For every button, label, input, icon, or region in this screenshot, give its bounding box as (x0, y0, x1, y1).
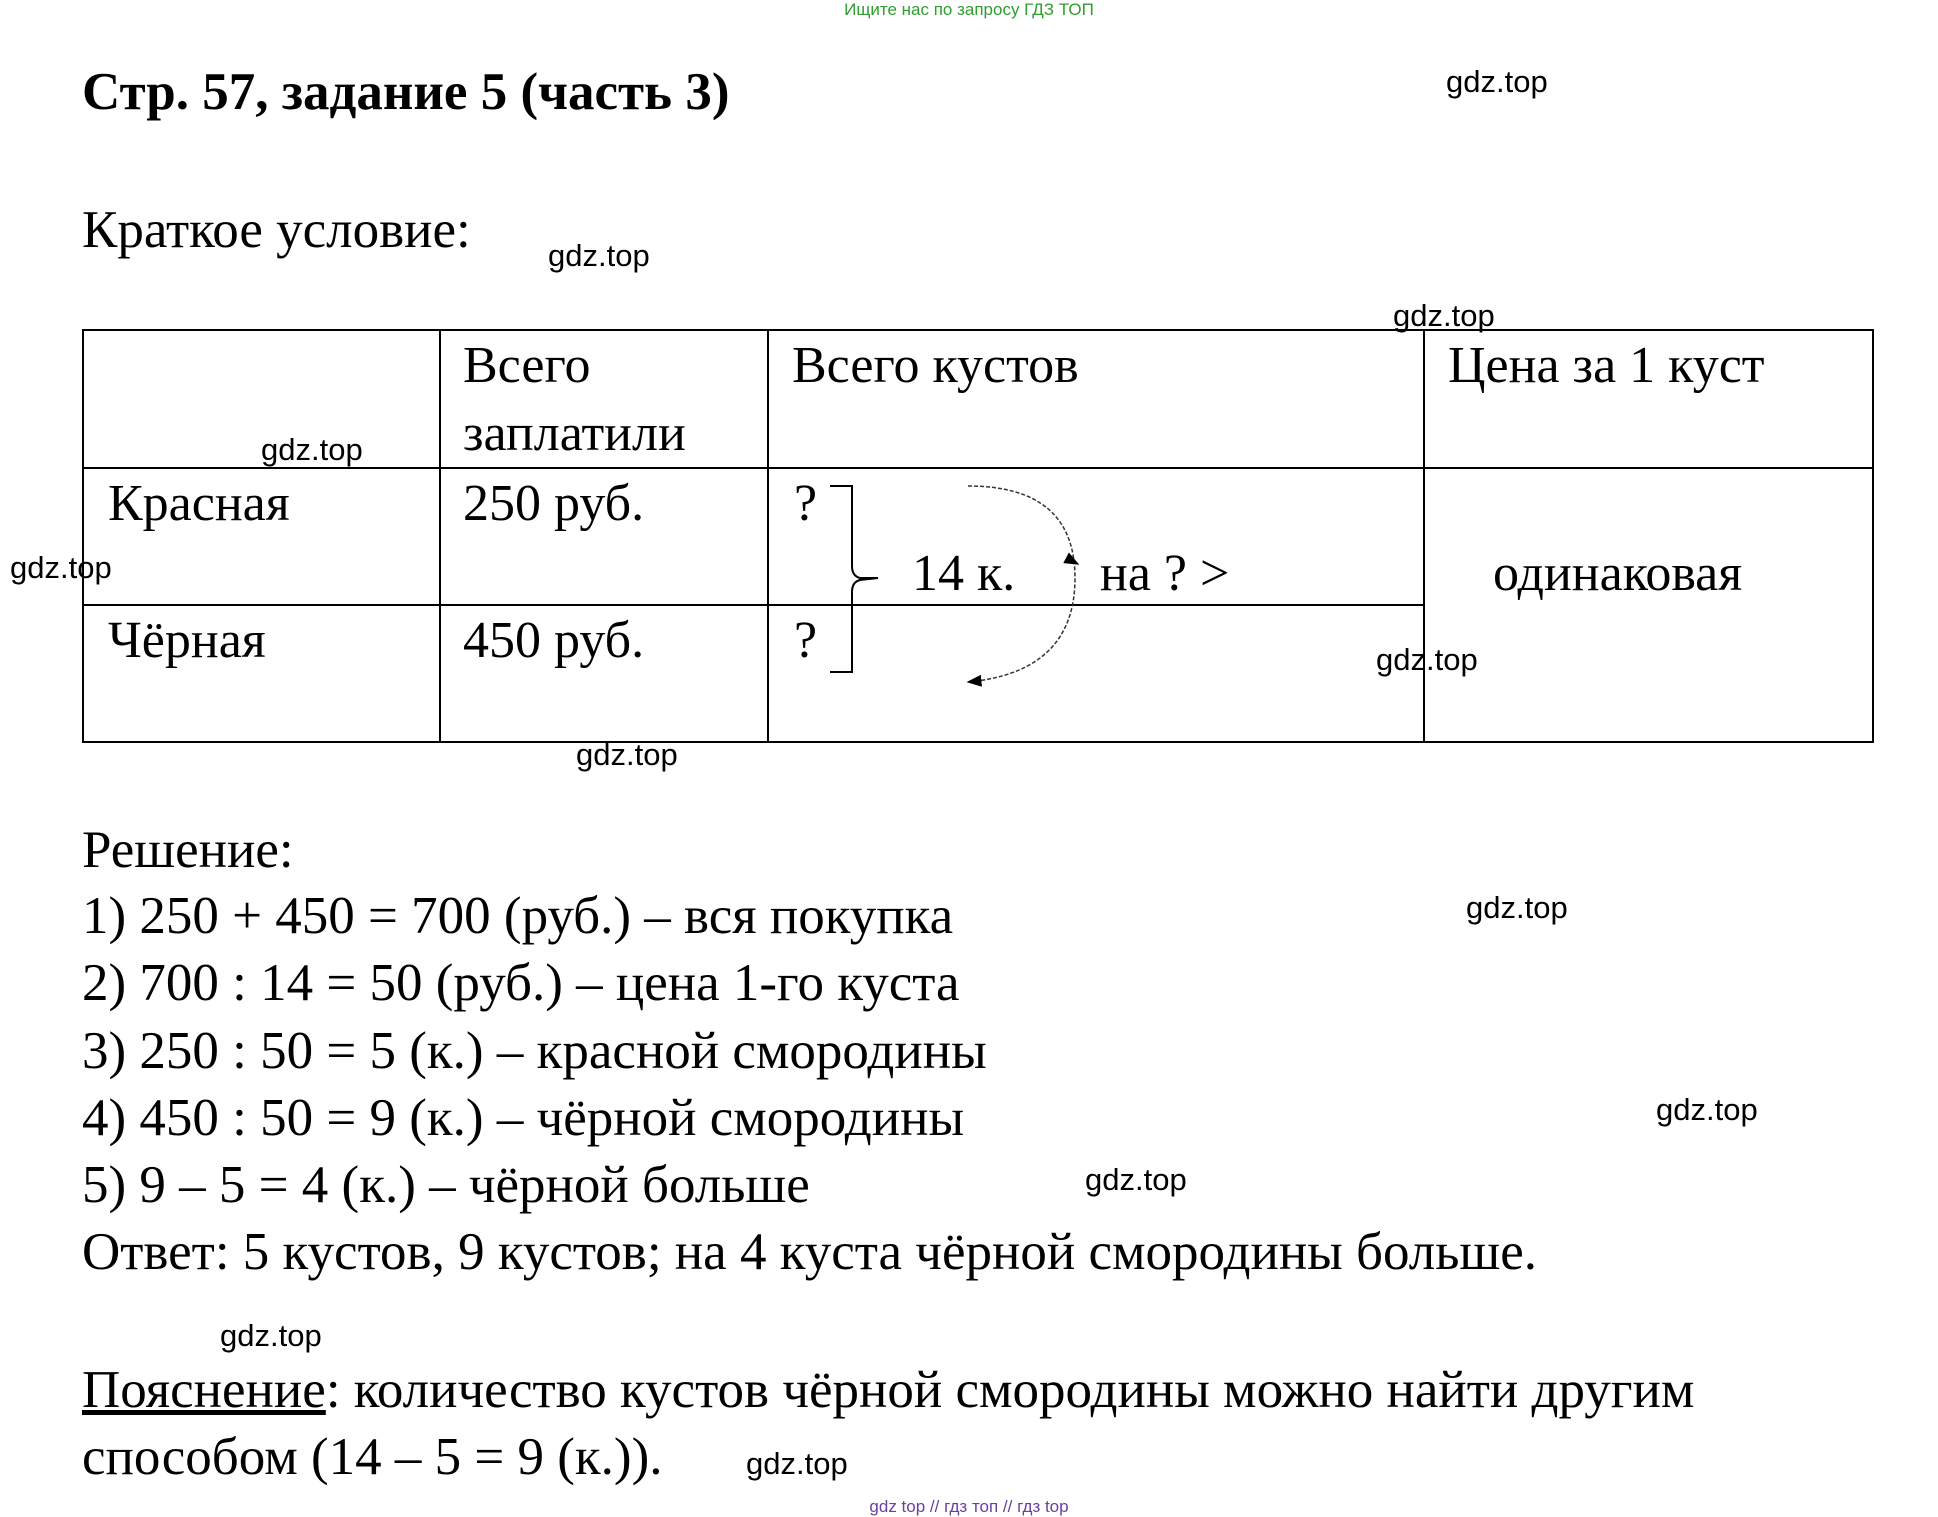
header-bushes: Всего кустов (792, 337, 1079, 394)
watermark: gdz.top (1393, 298, 1495, 333)
solution-step: 4) 450 : 50 = 9 (к.) – чёрной смородины (82, 1089, 965, 1147)
header-price: Цена за 1 куст (1448, 337, 1765, 394)
solution-step: 1) 250 + 450 = 700 (руб.) – вся покупка (82, 887, 954, 945)
brace-shape (830, 486, 878, 672)
watermark: gdz.top (576, 737, 678, 772)
explanation-line2: способом (14 – 5 = 9 (к.)). (82, 1428, 663, 1486)
watermark: gdz.top (261, 432, 363, 467)
explanation-label: Пояснение (82, 1361, 326, 1419)
watermark: gdz.top (746, 1446, 848, 1481)
solution-step: 2) 700 : 14 = 50 (руб.) – цена 1-го куста (82, 954, 960, 1012)
header-paid-line1: Всего (463, 337, 591, 394)
footer-note: gdz top // гдз топ // гдз top (869, 1497, 1069, 1516)
watermark: gdz.top (548, 238, 650, 273)
explanation-line1 (82, 1360, 1694, 1420)
price-value: одинаковая (1493, 545, 1743, 602)
solution-step: 3) 250 : 50 = 5 (к.) – красной смородины (82, 1022, 987, 1080)
row-red-name: Красная (108, 475, 290, 532)
explanation-text: : количество кустов чёрной смородины можно найти другим (325, 1361, 1695, 1419)
row-red-paid: 250 руб. (463, 475, 645, 532)
watermark: gdz.top (1446, 64, 1548, 99)
answer-line: Ответ: 5 кустов, 9 кустов; на 4 куста чёрной смородины больше. (82, 1223, 1538, 1281)
row-black-name: Чёрная (108, 612, 266, 669)
total-bushes: 14 к. (912, 545, 1016, 602)
solution-label: Решение: (82, 821, 294, 879)
watermark: gdz.top (220, 1318, 322, 1353)
watermark: gdz.top (1656, 1092, 1758, 1127)
condition-label: Краткое условие: (82, 201, 471, 259)
watermark: gdz.top (1466, 890, 1568, 925)
difference-label: на ? > (1100, 545, 1230, 602)
watermark: gdz.top (10, 550, 112, 585)
page-title: Стр. 57, задание 5 (часть 3) (82, 63, 730, 121)
top-search-note: Ищите нас по запросу ГДЗ ТОП (844, 0, 1094, 19)
watermark: gdz.top (1085, 1162, 1187, 1197)
row-black-paid: 450 руб. (463, 612, 645, 669)
solution-step: 5) 9 – 5 = 4 (к.) – чёрной больше (82, 1156, 810, 1214)
row-black-bushes: ? (794, 612, 818, 669)
row-red-bushes: ? (794, 475, 818, 532)
header-paid-line2: заплатили (463, 405, 686, 462)
watermark: gdz.top (1376, 642, 1478, 677)
